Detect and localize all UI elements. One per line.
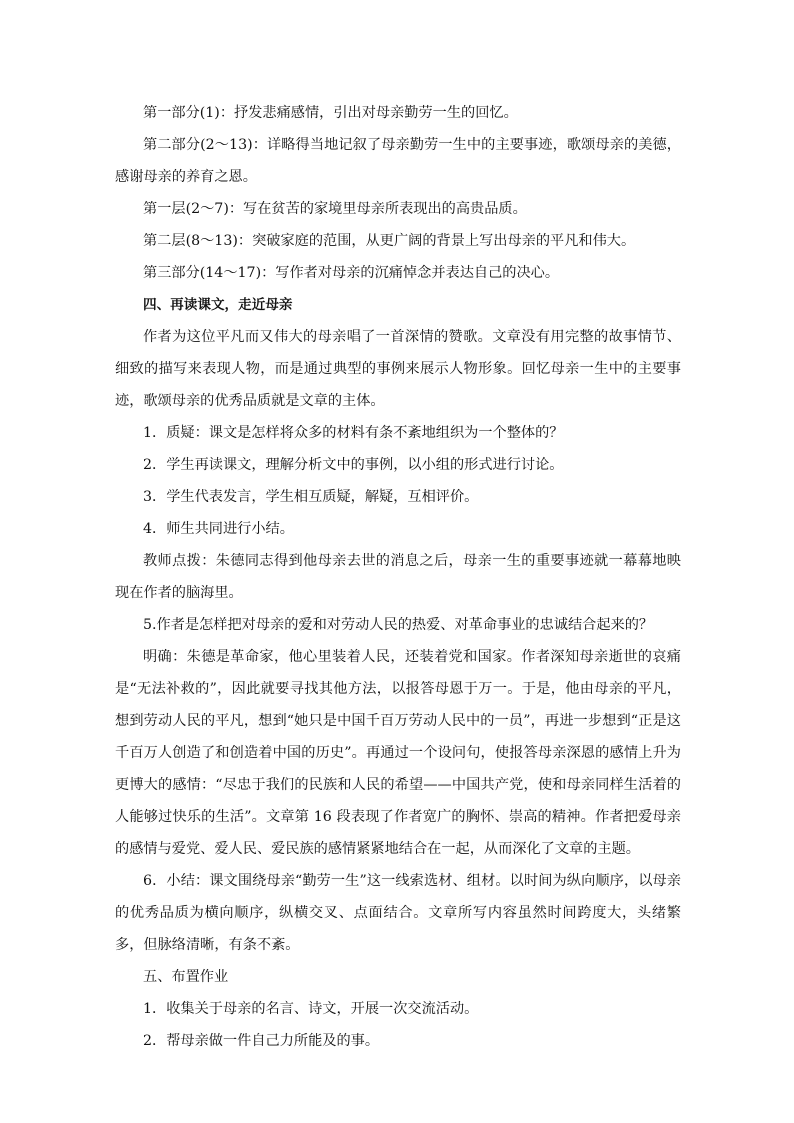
- list-item-summary: 4．师生共同进行小结。: [143, 521, 294, 537]
- document-body: [115, 97, 681, 1057]
- list-item-speak: 3．学生代表发言，学生相互质疑，解疑，互相评价。: [143, 489, 479, 505]
- paragraph-part-one: 第一部分(1)：抒发悲痛感情，引出对母亲勤劳一生的回忆。: [143, 105, 518, 121]
- list-item-question: 1．质疑：课文是怎样将众多的材料有条不紊地组织为一个整体的？: [143, 425, 564, 441]
- homework-item-two: 2．帮母亲做一件自己力所能及的事。: [143, 1033, 380, 1049]
- list-item-reread: 2．学生再读课文，理解分析文中的事例，以小组的形式进行讨论。: [143, 457, 564, 473]
- paragraph-layer-one: 第一层(2～7)：写在贫苦的家境里母亲所表现出的高贵品质。: [143, 201, 527, 217]
- paragraph-teacher-note: 教师点拨：朱德同志得到他母亲去世的消息之后，母亲一生的重要事迹就一幕幕地映现在作者的脑海里。: [115, 553, 681, 601]
- paragraph-layer-two: 第二层(8～13)：突破家庭的范围，从更广阔的背景上写出母亲的平凡和伟大。: [143, 233, 636, 249]
- paragraph-part-three: 第三部分(14～17)：写作者对母亲的沉痛悼念并表达自己的决心。: [143, 265, 560, 281]
- paragraph-answer: 明确：朱德是革命家，他心里装着人民，还装着党和国家。作者深知母亲逝世的哀痛是“无法补救的”，因此就要寻找其他方法，以报答母恩于万一。于是，他由母亲的平凡，想到劳动人民的平凡，想到“她只是中国千百万劳动人民中的一员”，再进一步想到“正是这千百万人创造了和创造着中国的历史”。再通过一个设问句，使报答母亲深恩的感情上升为更博大的感情：“尽忠于我们的民族和人民的希望——中国共产党，使和母亲同样生活着的人能够过快乐的生活”。文章第 16 段表现了作者宽广的胸怀、崇高的精神。作者把爱母亲的感情与爱党、爱人民、爱民族的感情紧紧地结合在一起，从而深化了文章的主题。: [115, 649, 681, 857]
- paragraph-part-two: 第二部分(2～13)：详略得当地记叙了母亲勤劳一生中的主要事迹，歌颂母亲的美德，感谢母亲的养育之恩。: [115, 137, 681, 185]
- paragraph-intro: 作者为这位平凡而又伟大的母亲唱了一首深情的赞歌。文章没有用完整的故事情节、细致的描写来表现人物，而是通过典型的事例来展示人物形象。回忆母亲一生中的主要事迹，歌颂母亲的优秀品质就是文章的主体。: [115, 329, 681, 409]
- list-item-question-five: 5.作者是怎样把对母亲的爱和对劳动人民的热爱、对革命事业的忠诚结合起来的？: [143, 617, 654, 633]
- section-heading-homework: 五、布置作业: [143, 969, 229, 985]
- section-heading-reread: 四、再读课文，走近母亲: [143, 297, 293, 313]
- list-item-conclusion: 6．小结：课文围绕母亲“勤劳一生”这一线索选材、组材。以时间为纵向顺序，以母亲的优秀品质为横向顺序，纵横交叉、点面结合。文章所写内容虽然时间跨度大，头绪繁多，但脉络清晰，有条不紊。: [115, 873, 681, 953]
- homework-item-one: 1．收集关于母亲的名言、诗文，开展一次交流活动。: [143, 1001, 479, 1017]
